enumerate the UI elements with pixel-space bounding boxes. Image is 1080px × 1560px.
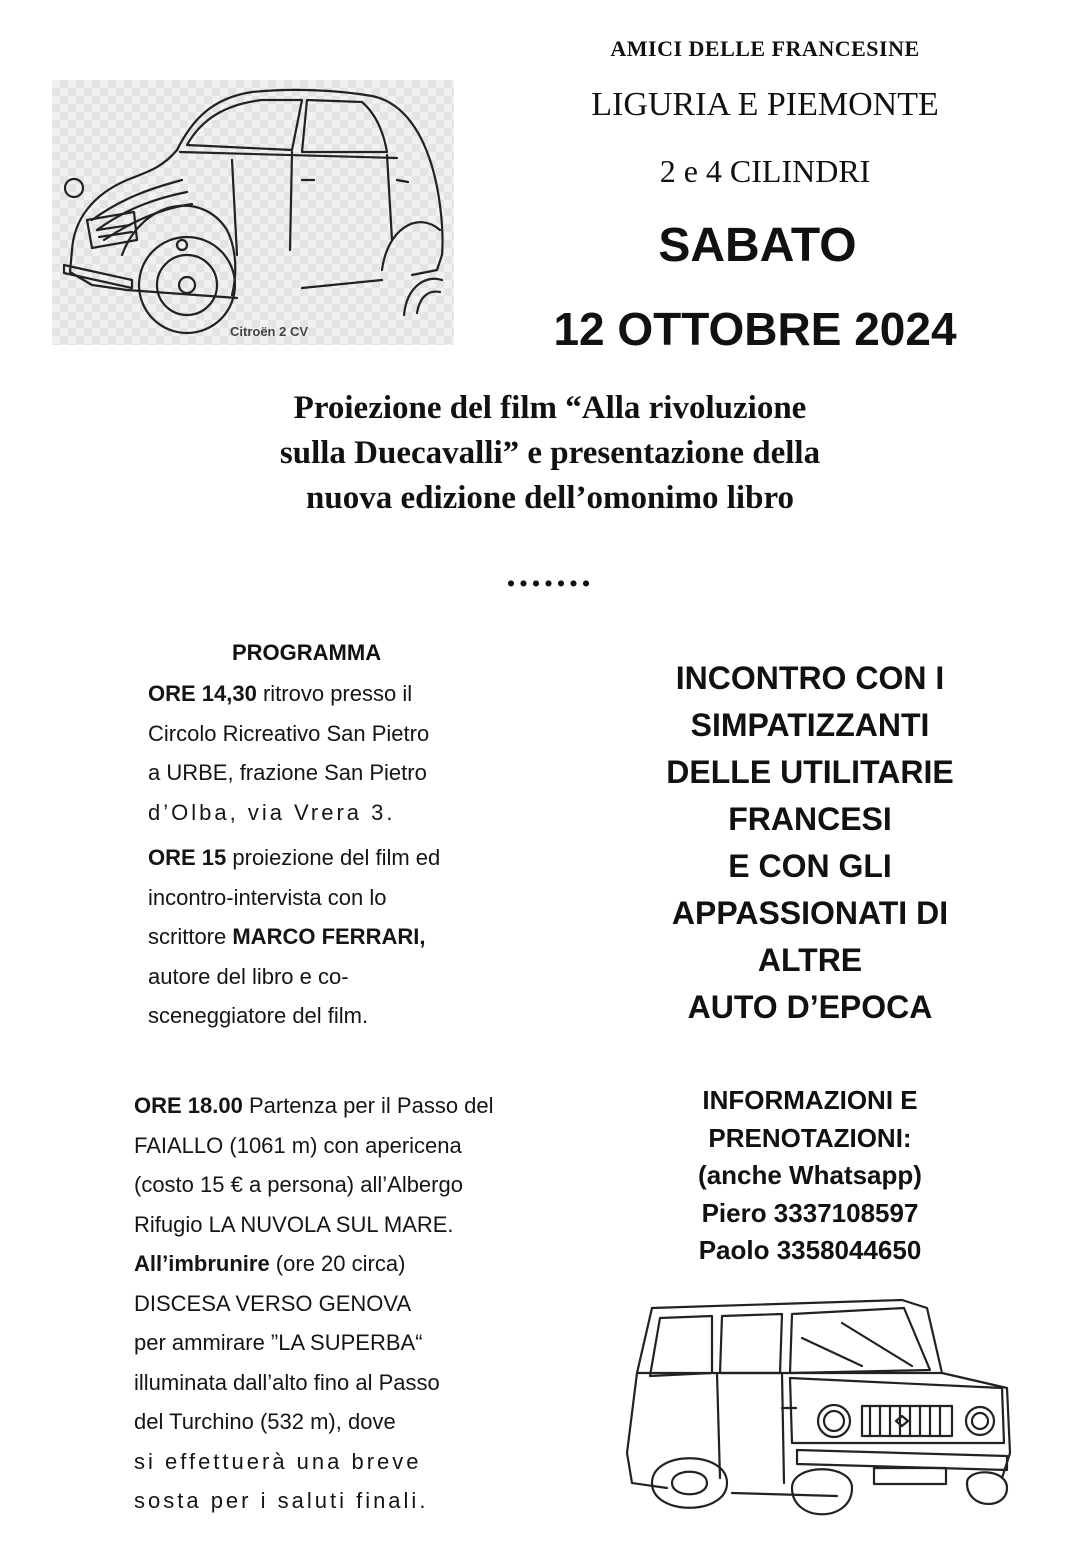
program-item-3-line [134,1244,554,1284]
meeting-line: AUTO D’EPOCA [687,989,933,1025]
program-time: ORE 18.00 [134,1093,243,1118]
program-item-2-line: autore del libro e co- [148,963,349,989]
program-item-3-line [134,1086,554,1126]
program-item-3-line: si effettuerà una breve [134,1448,422,1474]
program-item-3-line: illuminata dall’alto fino al Passo [134,1369,440,1395]
renault-4-drawing [612,1278,1017,1540]
program-time: ORE 15 [148,845,227,870]
program-item-1-line [148,674,548,714]
program-item-3-line: per ammirare ”LA SUPERBA“ [134,1330,423,1355]
program-item-1-line: a URBE, frazione San Pietro [148,760,427,785]
cylinders-subtitle: 2 e 4 CILINDRI [659,153,871,189]
program-text: ritrovo presso il [256,681,413,706]
program-item-3-line: FAIALLO (1061 m) con apericena [134,1132,462,1158]
program-text: scrittore [148,924,233,949]
program-item-1-line: Circolo Ricreativo San Pietro [148,720,430,746]
program-item-3 [134,1086,554,1521]
program-text: proiezione del film ed [226,845,441,870]
event-headline [150,386,950,521]
event-day: SABATO [658,219,857,272]
contact-piero: Piero 3337108597 [701,1197,919,1228]
citroen-2cv-drawing [52,80,454,345]
info-line: PRENOTAZIONI: [708,1122,912,1153]
program-item-3-line: (costo 15 € a persona) all’Albergo [134,1172,463,1197]
program-item-2-line [148,917,548,957]
headline-line-1: Proiezione del film “Alla rivoluzione [293,390,807,426]
meeting-line: SIMPATIZZANTI [690,707,930,743]
renault-4-illustration [612,1278,1017,1540]
contact-paolo: Paolo 3358044650 [698,1235,922,1265]
program-text: Partenza per il Passo del [242,1093,494,1118]
headline-line-3: nuova edizione dell’omonimo libro [305,480,794,516]
program-item-3-line: sosta per i saluti finali. [134,1488,429,1513]
meeting-line: FRANCESI [728,801,892,837]
program-item-3-line: Rifugio LA NUVOLA SUL MARE. [134,1211,454,1237]
program-item-1 [148,674,548,832]
headline-line-2: sulla Duecavalli” e presentazione della [279,435,821,471]
meeting-line: ALTRE [757,942,863,978]
club-name: AMICI DELLE FRANCESINE [610,36,920,61]
meeting-line: INCONTRO CON I [675,660,945,696]
separator-dots: ....... [506,553,594,595]
program-item-2-line: sceneggiatore del film. [148,1003,369,1028]
program-item-1-line: d’Olba, via Vrera 3. [148,799,396,825]
program-item-2 [148,838,548,1036]
info-line: (anche Whatsapp) [698,1160,922,1190]
program-item-2-line: incontro-intervista con lo [148,884,387,910]
dusk-label: All’imbrunire [134,1251,270,1276]
meeting-announcement [630,655,990,1031]
citroen-2cv-illustration [52,80,454,345]
info-contacts [660,1082,960,1270]
program-item-3-line: del Turchino (532 m), dove [134,1409,396,1434]
program-title: PROGRAMMA [232,640,382,665]
meeting-line: DELLE UTILITARIE [666,754,954,790]
meeting-line: APPASSIONATI DI [671,895,949,931]
program-time: ORE 14,30 [148,681,257,706]
program-text: (ore 20 circa) [269,1251,406,1276]
region-title: LIGURIA E PIEMONTE [591,86,939,123]
meeting-line: E CON GLI [728,848,892,884]
program-item-2-line [148,838,548,878]
program-item-3-line: DISCESA VERSO GENOVA [134,1290,412,1316]
event-date: 12 OTTOBRE 2024 [553,303,957,355]
car-caption: Citroën 2 CV [230,324,309,339]
author-name: MARCO FERRARI, [232,924,426,949]
info-line: INFORMAZIONI E [702,1085,918,1115]
